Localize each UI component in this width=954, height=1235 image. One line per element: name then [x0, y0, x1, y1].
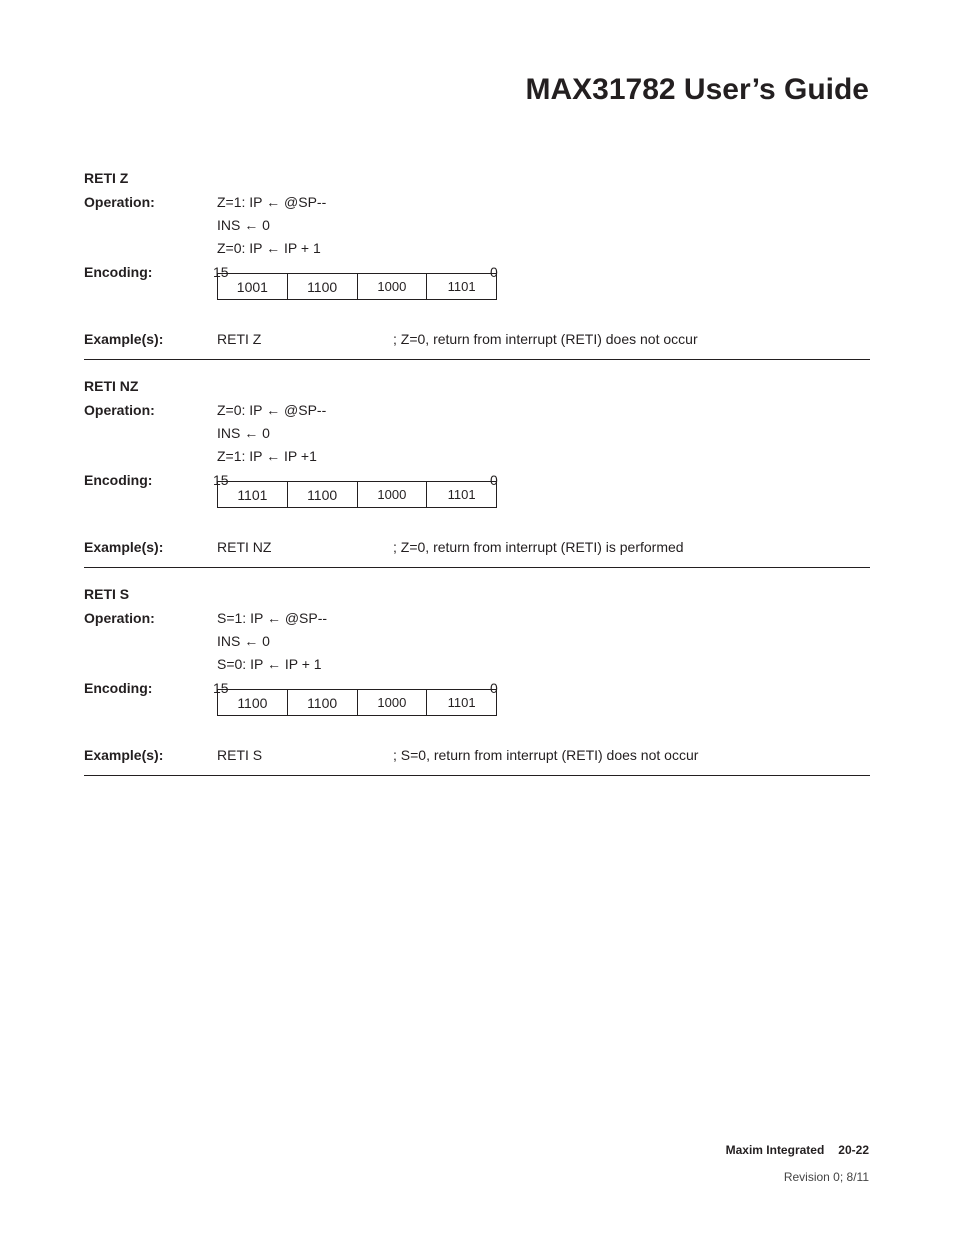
footer-page-number: 20-22: [838, 1143, 869, 1157]
operation-line: Z=0: IP ← @SP--: [217, 402, 327, 418]
encoding-nibble: 1100: [288, 690, 358, 715]
encoding-table: [217, 689, 497, 716]
operation-label: Operation:: [84, 610, 155, 626]
instruction-section-reti-s: [84, 585, 870, 793]
encoding-label: Encoding:: [84, 680, 153, 696]
encoding-nibble: 1000: [358, 482, 428, 507]
encoding-label: Encoding:: [84, 264, 153, 280]
operation-line: S=0: IP ← IP + 1: [217, 656, 322, 672]
footer-company: [712, 1143, 869, 1157]
operation-line: INS ← 0: [217, 425, 270, 441]
operation-line: INS ← 0: [217, 633, 270, 649]
examples-label: Example(s):: [84, 331, 164, 347]
operation-line: Z=1: IP ← @SP--: [217, 194, 327, 210]
encoding-table: [217, 273, 497, 300]
instruction-section-reti-z: [84, 169, 870, 377]
section-divider: [84, 567, 870, 568]
section-divider: [84, 359, 870, 360]
bit-high-label: 15: [213, 264, 229, 280]
encoding-nibble: 1100: [288, 274, 358, 299]
example-comment: ; Z=0, return from interrupt (RETI) does not occur: [393, 331, 698, 347]
encoding-nibble: 1100: [218, 690, 288, 715]
encoding-nibble: 1101: [447, 695, 476, 710]
encoding-nibble: 1101: [447, 487, 476, 502]
encoding-nibble: 1001: [218, 274, 288, 299]
footer-revision: Revision 0; 8/11: [783, 1170, 869, 1184]
encoding-table: [217, 481, 497, 508]
examples-label: Example(s):: [84, 747, 164, 763]
example-comment: ; S=0, return from interrupt (RETI) does not occur: [393, 747, 699, 763]
instruction-title: RETI Z: [84, 170, 129, 186]
section-divider: [84, 775, 870, 776]
example-code: RETI Z: [217, 331, 262, 347]
bit-high-label: 15: [213, 680, 229, 696]
instruction-section-reti-nz: [84, 377, 870, 585]
operation-label: Operation:: [84, 402, 155, 418]
operation-line: INS ← 0: [217, 217, 270, 233]
bit-high-label: 15: [213, 472, 229, 488]
encoding-nibble: 1100: [288, 482, 358, 507]
instruction-title: RETI S: [84, 586, 130, 602]
bit-low-label: 0: [490, 680, 498, 696]
instruction-title: RETI NZ: [84, 378, 139, 394]
examples-label: Example(s):: [84, 539, 164, 555]
operation-line: Z=1: IP ← IP +1: [217, 448, 317, 464]
encoding-nibble: 1101: [447, 279, 476, 294]
bit-low-label: 0: [490, 472, 498, 488]
example-code: RETI S: [217, 747, 263, 763]
encoding-nibble: 1000: [358, 274, 428, 299]
footer-company-name: Maxim Integrated: [725, 1143, 825, 1157]
encoding-nibble: 1000: [358, 690, 428, 715]
operation-label: Operation:: [84, 194, 155, 210]
bit-low-label: 0: [490, 264, 498, 280]
encoding-nibble: 1101: [218, 482, 288, 507]
operation-line: S=1: IP ← @SP--: [217, 610, 328, 626]
example-code: RETI NZ: [217, 539, 272, 555]
page-title: MAX31782 User’s Guide: [525, 73, 869, 106]
example-comment: ; Z=0, return from interrupt (RETI) is performed: [393, 539, 684, 555]
encoding-label: Encoding:: [84, 472, 153, 488]
operation-line: Z=0: IP ← IP + 1: [217, 240, 321, 256]
